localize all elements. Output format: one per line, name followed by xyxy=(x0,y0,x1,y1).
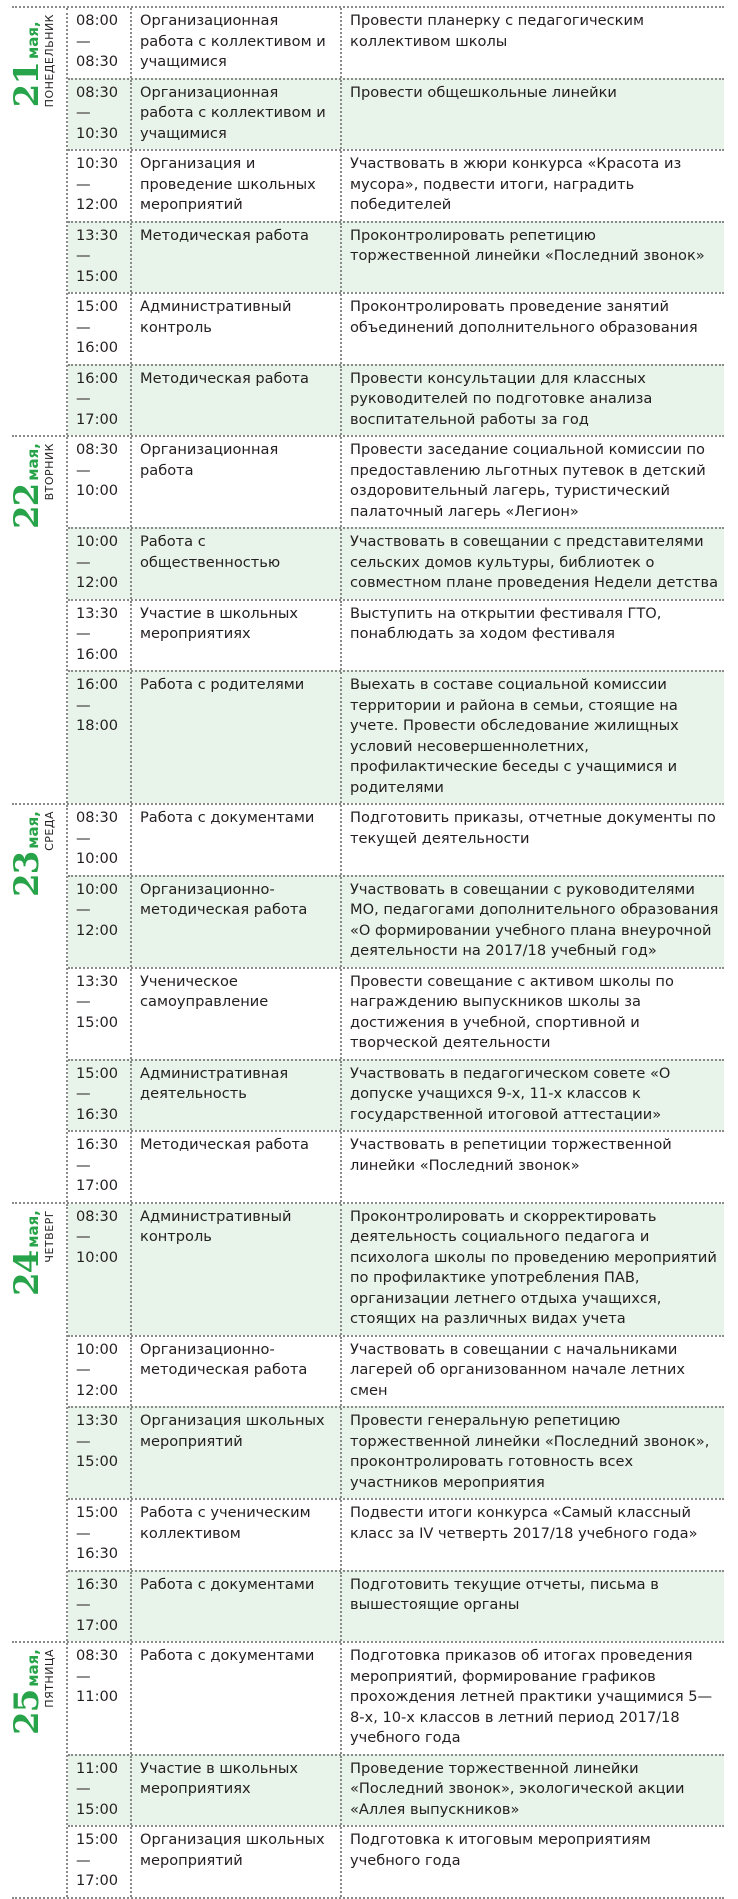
month-label: мая, xyxy=(24,21,42,59)
month-label: мая, xyxy=(24,1649,42,1687)
table-row xyxy=(68,599,724,671)
month-label: мая, xyxy=(24,443,42,481)
schedule-table xyxy=(7,6,724,1899)
month-label: мая, xyxy=(24,811,42,849)
time-to: 12:00 xyxy=(76,196,119,213)
time-from: 13:30— xyxy=(76,226,119,264)
day-number: 23 xyxy=(7,851,47,898)
time-cell xyxy=(68,1132,130,1202)
task-cell: Провести консультации для классных руководителей по подготовке анализа воспитательной работы за год xyxy=(340,366,724,436)
time-cell xyxy=(68,601,130,671)
day-number: 22 xyxy=(7,483,47,530)
day-label xyxy=(7,8,66,435)
time-from: 13:30— xyxy=(76,604,119,642)
time-from: 16:00— xyxy=(76,676,119,714)
time-from: 13:30— xyxy=(76,972,119,1010)
task-cell: Проконтролировать и скорректировать деятельность социального педагога и психолога школы по проведению мероприятий по профилактике употребления ПАВ, организации летнего отдыха учащихся, стоящих на различных видах учета xyxy=(340,1204,724,1335)
task-cell: Провести планерку с педагогическим коллективом школы xyxy=(340,8,724,78)
time-cell xyxy=(68,294,130,364)
table-row xyxy=(68,670,724,803)
time-cell xyxy=(68,1337,130,1407)
time-from: 16:00— xyxy=(76,369,119,407)
time-to: 17:00 xyxy=(76,410,119,428)
activity-type-cell: Организационно-методическая работа xyxy=(130,877,340,967)
task-cell: Подготовить приказы, отчетные документы по текущей деятельности xyxy=(340,805,724,875)
task-cell: Провести генеральную репетицию торжественной линейки «Последний звонок», проконтролировать готовность всех участников мероприятия xyxy=(340,1408,724,1498)
time-from: 13:30— xyxy=(76,1412,119,1450)
table-row xyxy=(68,967,724,1059)
activity-type-cell: Организационная работа xyxy=(130,437,340,527)
task-cell: Подготовка приказов об итогах проведения мероприятий, формирование графиков прохождения летней практики учащимися 5—8-х, 10-х классов в летний период 2017/18 учебного года xyxy=(340,1643,724,1754)
time-cell xyxy=(68,366,130,436)
day-label xyxy=(7,1204,66,1642)
activity-type-cell: Организационно-методическая работа xyxy=(130,1337,340,1407)
task-cell: Участвовать в совещании с представителями сельских домов культуры, библиотек о совместном плане проведения Недели детства xyxy=(340,529,724,599)
time-cell xyxy=(68,805,130,875)
time-to: 15:00 xyxy=(76,1013,119,1031)
time-to: 12:00 xyxy=(76,1381,119,1399)
time-from: 10:00— xyxy=(76,880,119,918)
time-from: 10:00— xyxy=(76,1340,119,1378)
table-row xyxy=(68,875,724,967)
table-row xyxy=(68,292,724,364)
table-row xyxy=(68,1754,724,1826)
table-row xyxy=(68,437,724,527)
time-from: 10:00— xyxy=(76,533,119,571)
day-label xyxy=(7,1643,66,1897)
task-cell: Провести заседание социальной комиссии по предоставлению льготных путевок в детский оздоровительный лагерь, туристический палаточный лагерь «Легион» xyxy=(340,437,724,527)
time-cell xyxy=(68,223,130,293)
activity-type-cell: Организационная работа с коллективом и учащимися xyxy=(130,8,340,78)
weekday-label: ВТОРНИК xyxy=(43,443,56,501)
time-cell xyxy=(68,672,130,803)
weekday-label: СРЕДА xyxy=(43,811,56,851)
activity-type-cell: Методическая работа xyxy=(130,223,340,293)
activity-type-cell: Организационная работа с коллективом и учащимися xyxy=(130,80,340,150)
time-from: 15:00— xyxy=(76,1831,119,1869)
table-row xyxy=(68,221,724,293)
day-rows xyxy=(66,437,724,803)
time-to: 08:30 xyxy=(76,53,119,70)
table-row xyxy=(68,1204,724,1335)
time-from: 15:00— xyxy=(76,1064,119,1102)
task-cell: Подготовка к итоговым мероприятиям учебного года xyxy=(340,1827,724,1897)
time-from: 08:30— xyxy=(76,809,119,847)
time-cell xyxy=(68,877,130,967)
time-from: 16:30— xyxy=(76,1136,119,1174)
activity-type-cell: Административная деятельность xyxy=(130,1061,340,1131)
time-cell xyxy=(68,8,130,78)
time-cell xyxy=(68,1204,130,1335)
activity-type-cell: Организация школьных мероприятий xyxy=(130,1827,340,1897)
time-to: 17:00 xyxy=(76,1872,119,1889)
activity-type-cell: Участие в школьных мероприятиях xyxy=(130,1756,340,1826)
task-cell: Подготовить текущие отчеты, письма в вышестоящие органы xyxy=(340,1572,724,1642)
time-to: 16:30 xyxy=(76,1545,119,1562)
time-cell xyxy=(68,969,130,1059)
day-rows xyxy=(66,1204,724,1642)
activity-type-cell: Работа с общественностью xyxy=(130,529,340,599)
table-row xyxy=(68,364,724,436)
task-cell: Участвовать в педагогическом совете «О допуске учащихся 9-х, 11-х классов к государственной итоговой аттестации» xyxy=(340,1061,724,1131)
table-row xyxy=(68,1570,724,1642)
task-cell: Участвовать в репетиции торжественной линейки «Последний звонок» xyxy=(340,1132,724,1202)
time-cell xyxy=(68,1643,130,1754)
time-from: 08:30— xyxy=(76,441,119,479)
day-rows xyxy=(66,805,724,1202)
table-row xyxy=(68,78,724,150)
month-label: мая, xyxy=(24,1209,42,1248)
task-cell: Проведение торжественной линейки «Последний звонок», экологической акции «Аллея выпускников» xyxy=(340,1756,724,1826)
time-from: 15:00— xyxy=(76,298,119,336)
activity-type-cell: Работа с документами xyxy=(130,1643,340,1754)
activity-type-cell: Административный контроль xyxy=(130,294,340,364)
time-from: 08:30— xyxy=(76,1647,119,1685)
time-to: 16:30 xyxy=(76,1105,119,1123)
task-cell: Участвовать в совещании с руководителями МО, педагогами дополнительного образования «О формировании учебного плана внеурочной деятельности на 2017/18 учебный год» xyxy=(340,877,724,967)
time-to: 15:00 xyxy=(76,267,119,285)
time-to: 11:00 xyxy=(76,1688,119,1705)
table-row xyxy=(68,8,724,78)
time-from: 08:30— xyxy=(76,1207,119,1245)
day-block xyxy=(7,6,724,435)
task-cell: Проконтролировать проведение занятий объединений дополнительного образования xyxy=(340,294,724,364)
table-row xyxy=(68,805,724,875)
day-label xyxy=(7,805,66,1202)
task-cell: Участвовать в совещании с начальниками лагерей об организованном начале летних смен xyxy=(340,1337,724,1407)
weekday-label: ЧЕТВЕРГ xyxy=(43,1209,56,1263)
table-row xyxy=(68,1498,724,1570)
task-cell: Провести общешкольные линейки xyxy=(340,80,724,150)
day-number: 25 xyxy=(7,1689,47,1736)
time-to: 16:00 xyxy=(76,645,119,663)
task-cell: Выступить на открытии фестиваля ГТО, понаблюдать за ходом фестиваля xyxy=(340,601,724,671)
time-cell xyxy=(68,1827,130,1897)
time-to: 10:00 xyxy=(76,850,119,867)
time-to: 10:30 xyxy=(76,124,119,142)
activity-type-cell: Административный контроль xyxy=(130,1204,340,1335)
time-cell xyxy=(68,80,130,150)
time-cell xyxy=(68,151,130,221)
table-row xyxy=(68,527,724,599)
time-to: 16:00 xyxy=(76,339,119,356)
time-cell xyxy=(68,529,130,599)
time-from: 10:30— xyxy=(76,155,119,193)
day-rows xyxy=(66,1643,724,1897)
activity-type-cell: Работа с родителями xyxy=(130,672,340,803)
time-to: 12:00 xyxy=(76,574,119,591)
time-cell xyxy=(68,1061,130,1131)
weekday-label: ПЯТНИЦА xyxy=(43,1649,56,1708)
time-cell xyxy=(68,437,130,527)
day-block xyxy=(7,1641,724,1899)
day-number: 21 xyxy=(7,62,47,108)
activity-type-cell: Работа с документами xyxy=(130,1572,340,1642)
time-to: 17:00 xyxy=(76,1616,119,1634)
time-from: 15:00— xyxy=(76,1504,119,1542)
time-to: 12:00 xyxy=(76,921,119,939)
time-to: 15:00 xyxy=(76,1800,119,1818)
time-cell xyxy=(68,1408,130,1498)
time-from: 16:30— xyxy=(76,1575,119,1613)
table-row xyxy=(68,1406,724,1498)
task-cell: Выехать в составе социальной комиссии территории и района в семьи, стоящие на учете. Провести обследование жилищных условий несовершеннолетних, профилактические беседы с учащимися и родителями xyxy=(340,672,724,803)
time-to: 17:00 xyxy=(76,1177,119,1194)
activity-type-cell: Методическая работа xyxy=(130,1132,340,1202)
activity-type-cell: Ученическое самоуправление xyxy=(130,969,340,1059)
time-cell xyxy=(68,1756,130,1826)
time-cell xyxy=(68,1572,130,1642)
activity-type-cell: Организация школьных мероприятий xyxy=(130,1408,340,1498)
day-block xyxy=(7,803,724,1202)
day-label xyxy=(7,437,66,803)
day-block xyxy=(7,435,724,803)
table-row xyxy=(68,1335,724,1407)
activity-type-cell: Методическая работа xyxy=(130,366,340,436)
table-row xyxy=(68,1130,724,1202)
time-to: 18:00 xyxy=(76,717,119,734)
day-rows xyxy=(66,8,724,435)
task-cell: Проконтролировать репетицию торжественной линейки «Последний звонок» xyxy=(340,223,724,293)
task-cell: Подвести итоги конкурса «Самый классный класс за IV четверть 2017/18 учебного года» xyxy=(340,1500,724,1570)
time-cell xyxy=(68,1500,130,1570)
time-to: 10:00 xyxy=(76,1248,119,1266)
time-from: 11:00— xyxy=(76,1759,119,1797)
time-to: 10:00 xyxy=(76,482,119,499)
activity-type-cell: Работа с ученическим коллективом xyxy=(130,1500,340,1570)
weekday-label: ПОНЕДЕЛЬНИК xyxy=(43,14,56,108)
day-number: 24 xyxy=(7,1250,47,1296)
time-to: 15:00 xyxy=(76,1453,119,1470)
activity-type-cell: Участие в школьных мероприятиях xyxy=(130,601,340,671)
table-row xyxy=(68,1643,724,1754)
table-row xyxy=(68,149,724,221)
time-from: 08:00— xyxy=(76,12,119,50)
time-from: 08:30— xyxy=(76,83,119,121)
table-row xyxy=(68,1825,724,1897)
activity-type-cell: Работа с документами xyxy=(130,805,340,875)
table-row xyxy=(68,1059,724,1131)
task-cell: Участвовать в жюри конкурса «Красота из мусора», подвести итоги, наградить победителей xyxy=(340,151,724,221)
task-cell: Провести совещание с активом школы по награждению выпускников школы за достижения в учебной, спортивной и творческой деятельности xyxy=(340,969,724,1059)
activity-type-cell: Организация и проведение школьных мероприятий xyxy=(130,151,340,221)
day-block xyxy=(7,1202,724,1642)
